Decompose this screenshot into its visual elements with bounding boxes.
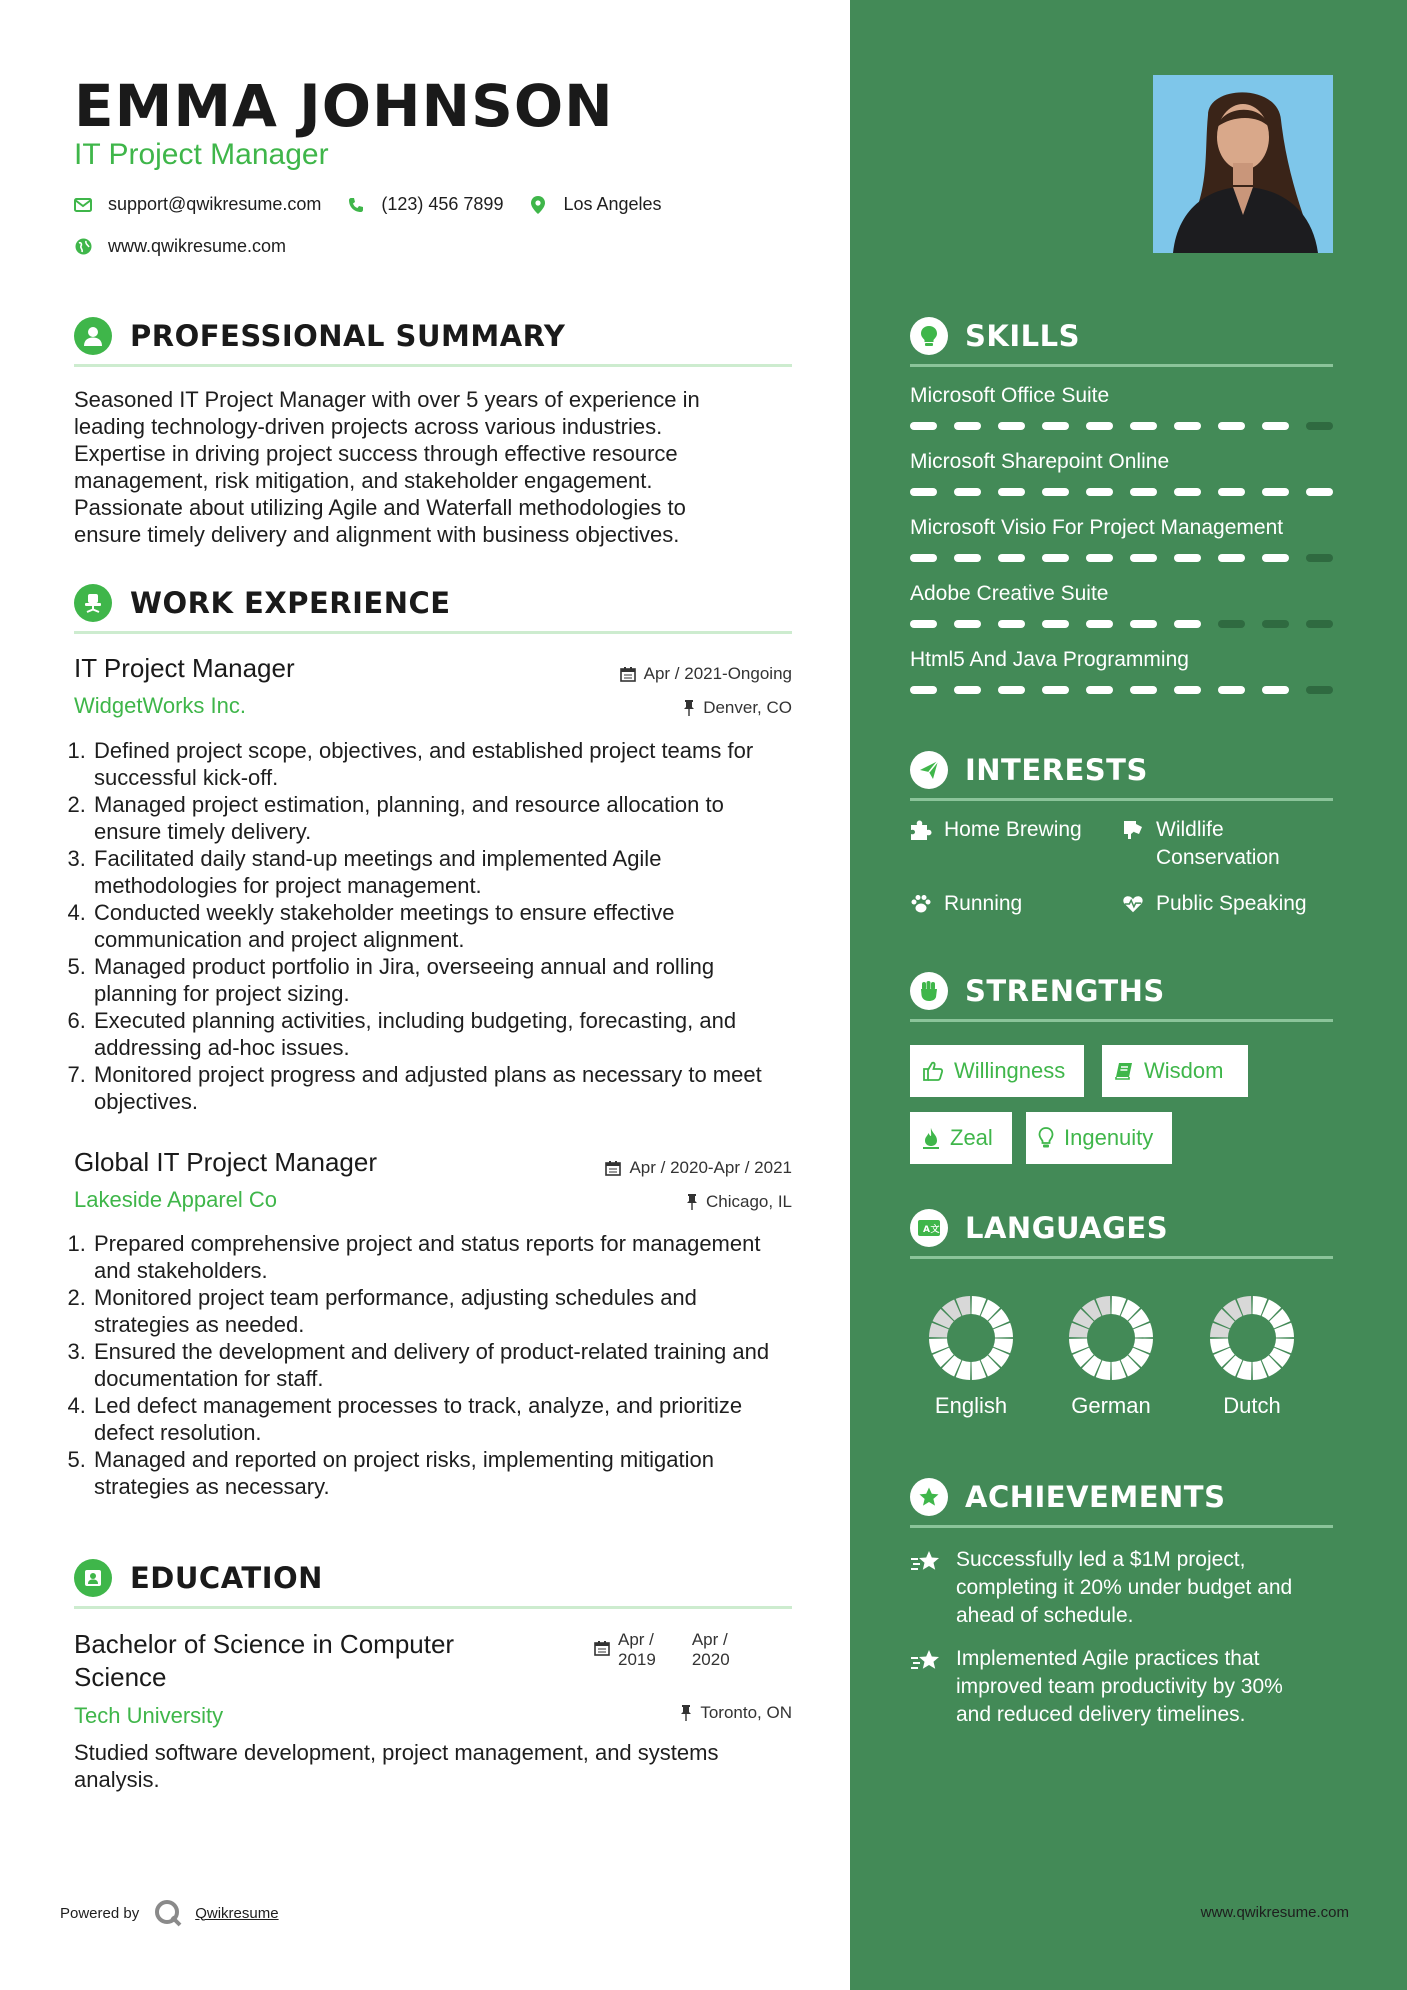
interest-label: Running [944, 892, 1023, 915]
interest-label: Home Brewing [944, 818, 1082, 841]
star-burst-icon [910, 1546, 944, 1630]
skill-level-dash [1130, 554, 1157, 562]
job-duties [74, 737, 794, 1115]
job-dates-text: Apr / 2021-Ongoing [643, 664, 792, 683]
strengths-heading-text: STRENGTHS [965, 974, 1165, 1008]
skill-level-dash [1306, 686, 1333, 694]
achievement-text [956, 1546, 1292, 1630]
duty-item: 7. Monitored project progress and adjusted plans as necessary to meet objectives. [92, 1061, 794, 1115]
skill-name: Microsoft Sharepoint Online [910, 450, 1170, 473]
fist-icon [910, 972, 948, 1010]
skill-level-bar [910, 488, 1333, 496]
summary-line: management, risk mitigation, and stakeholder engagement. [74, 468, 653, 493]
pin-icon [683, 700, 695, 716]
interest-item [1122, 890, 1307, 918]
achievements-heading-text: ACHIEVEMENTS [965, 1480, 1226, 1514]
skill-name: Microsoft Visio For Project Management [910, 516, 1284, 539]
interest-label-line: Conservation [1156, 846, 1280, 869]
strengths-heading [910, 972, 1333, 1022]
duty-item: 3. Ensured the development and delivery of product-related training and documentation for staff. [92, 1338, 794, 1392]
job-company: Lakeside Apparel Co [74, 1187, 278, 1212]
skill-level-dash [1042, 686, 1069, 694]
skill-level-dash [1042, 554, 1069, 562]
date-line: 2019 [618, 1650, 656, 1669]
strength-label: Willingness [954, 1058, 1066, 1083]
duty-item: 2. Monitored project team performance, adjusting schedules and strategies as needed. [92, 1284, 794, 1338]
skill-level-dash [1086, 620, 1113, 628]
skill-level-dash [1174, 686, 1201, 694]
skill-level-dash [1262, 620, 1289, 628]
skill-level-dash [1086, 554, 1113, 562]
skill-level-dash [1042, 422, 1069, 430]
skill-level-dash [1218, 488, 1245, 496]
summary-heading-text: PROFESSIONAL SUMMARY [130, 319, 566, 353]
phone-icon [347, 196, 365, 214]
skill-level-dash [998, 488, 1025, 496]
skill-level-dash [1262, 488, 1289, 496]
skill-level-dash [910, 554, 937, 562]
duty-item: 4. Conducted weekly stakeholder meetings to ensure effective communication and project alignment. [92, 899, 794, 953]
education-location [680, 1703, 792, 1723]
job-company: WidgetWorks Inc. [74, 693, 246, 718]
interest-label [1156, 816, 1280, 872]
skill-level-dash [1306, 554, 1333, 562]
achievements-heading [910, 1478, 1333, 1528]
skill-level-dash [910, 422, 937, 430]
interests-heading [910, 751, 1333, 801]
interest-label: Public Speaking [1156, 892, 1307, 915]
achievement-item [910, 1645, 1340, 1729]
skill-item [910, 516, 1333, 562]
skill-level-dash [1130, 488, 1157, 496]
achievement-line: ahead of schedule. [956, 1604, 1134, 1627]
duty-item: 5. Managed and reported on project risks, implementing mitigation strategies as necessary. [92, 1446, 794, 1500]
envelope-icon [74, 196, 92, 214]
summary-text [74, 386, 774, 548]
language-item [1056, 1293, 1166, 1419]
skill-level-dash [1174, 620, 1201, 628]
skill-level-dash [1262, 686, 1289, 694]
summary-line: Expertise in driving project success through effective resource [74, 441, 678, 466]
brand-link[interactable]: Qwikresume [195, 1904, 279, 1922]
skill-level-bar [910, 554, 1333, 562]
pin-icon [680, 1705, 692, 1721]
book-icon [1114, 1061, 1134, 1081]
location-text: Los Angeles [563, 194, 662, 214]
powered-by-text: Powered by [60, 1904, 140, 1922]
skill-level-dash [1306, 620, 1333, 628]
education-desc-line: analysis. [74, 1767, 160, 1792]
strength-label: Ingenuity [1064, 1125, 1154, 1150]
job-dates-text: Apr / 2020-Apr / 2021 [629, 1158, 792, 1177]
skill-level-dash [1174, 488, 1201, 496]
contact-row [74, 194, 662, 215]
skill-level-dash [998, 620, 1025, 628]
degree-title [74, 1628, 454, 1694]
skill-item [910, 648, 1333, 694]
job-title: Global IT Project Manager [74, 1147, 377, 1177]
skill-level-bar [910, 686, 1333, 694]
interest-label-line: Wildlife [1156, 818, 1224, 841]
heartbeat-icon [1122, 890, 1144, 914]
star-burst-icon [910, 1645, 944, 1729]
summary-line: ensure timely delivery and alignment with business objectives. [74, 522, 680, 547]
education-start [618, 1630, 656, 1670]
language-level-ring [926, 1293, 1016, 1383]
job-location [683, 698, 792, 718]
skill-level-dash [1218, 686, 1245, 694]
calendar-icon [620, 666, 636, 682]
paw-icon [910, 890, 932, 914]
achievement-line: Implemented Agile practices that [956, 1647, 1260, 1670]
user-icon [74, 317, 112, 355]
office-chair-icon [74, 584, 112, 622]
interest-item [910, 890, 1022, 918]
skill-level-dash [954, 620, 981, 628]
achievement-item [910, 1546, 1340, 1630]
skill-level-dash [1218, 620, 1245, 628]
experience-heading [74, 584, 792, 634]
fire-icon [922, 1127, 940, 1149]
strength-badge [1026, 1112, 1172, 1164]
skill-level-dash [1042, 620, 1069, 628]
qwikresume-logo-icon [153, 1898, 183, 1928]
language-item [916, 1293, 1026, 1419]
education-heading [74, 1559, 792, 1609]
achievement-line: improved team productivity by 30% [956, 1675, 1283, 1698]
skill-level-dash [1262, 554, 1289, 562]
skill-level-dash [1086, 422, 1113, 430]
experience-heading-text: WORK EXPERIENCE [130, 586, 451, 620]
education-heading-text: EDUCATION [130, 1561, 323, 1595]
lightbulb-icon [910, 317, 948, 355]
skill-name: Adobe Creative Suite [910, 582, 1109, 605]
skill-item [910, 450, 1333, 496]
job-title: IT Project Manager [74, 653, 295, 683]
date-line: Apr / [691, 1630, 728, 1649]
map-marker-icon [529, 196, 547, 214]
skill-level-dash [954, 488, 981, 496]
strength-badge [910, 1112, 1012, 1164]
strength-badge [1102, 1045, 1248, 1097]
website-row [74, 236, 286, 257]
lightbulb-outline-icon [1038, 1127, 1054, 1149]
language-level-ring [1066, 1293, 1156, 1383]
duty-item: 4. Led defect management processes to track, analyze, and prioritize defect resolution. [92, 1392, 794, 1446]
skill-level-bar [910, 422, 1333, 430]
skill-level-dash [954, 554, 981, 562]
skills-heading-text: SKILLS [965, 319, 1080, 353]
strength-label: Wisdom [1144, 1058, 1224, 1083]
powered-by [60, 1898, 279, 1928]
svg-text:A: A [923, 1225, 930, 1235]
skill-level-dash [1306, 422, 1333, 430]
education-dates [594, 1630, 730, 1670]
skill-level-bar [910, 620, 1333, 628]
language-level-ring [1207, 1293, 1297, 1383]
achievement-line: Successfully led a $1M project, [956, 1548, 1246, 1571]
degree-line: Bachelor of Science in Computer [74, 1629, 455, 1659]
skill-level-dash [1262, 422, 1289, 430]
calendar-icon [605, 1160, 621, 1176]
date-line: Apr / [618, 1630, 654, 1649]
skill-level-dash [1306, 488, 1333, 496]
duty-item: 6. Executed planning activities, including budgeting, forecasting, and addressing ad-hoc issues. [92, 1007, 794, 1061]
skill-name: Html5 And Java Programming [910, 648, 1189, 671]
skill-level-dash [1086, 686, 1113, 694]
job-location-text: Denver, CO [703, 698, 792, 717]
skill-level-dash [1042, 488, 1069, 496]
duty-item: 1. Prepared comprehensive project and status reports for management and stakeholders. [92, 1230, 794, 1284]
skill-level-dash [1130, 620, 1157, 628]
calendar-icon [594, 1630, 610, 1670]
interest-item [1122, 816, 1280, 872]
job-dates [620, 664, 792, 684]
date-line: 2020 [691, 1650, 730, 1669]
strength-label: Zeal [950, 1125, 993, 1150]
skill-level-dash [1130, 686, 1157, 694]
skill-level-dash [998, 554, 1025, 562]
job-dates [605, 1158, 792, 1178]
job-location-text: Chicago, IL [706, 1192, 792, 1211]
language-name: German [1071, 1393, 1151, 1418]
skill-level-dash [1130, 422, 1157, 430]
globe-icon [74, 238, 92, 256]
skill-level-dash [998, 422, 1025, 430]
strength-badge [910, 1045, 1084, 1097]
summary-line: leading technology-driven projects across various industries. [74, 414, 663, 439]
skill-level-dash [1174, 422, 1201, 430]
skill-level-dash [1218, 422, 1245, 430]
achievement-text [956, 1645, 1283, 1729]
skill-level-dash [910, 686, 937, 694]
job-location [686, 1192, 792, 1212]
candidate-name: EMMA JOHNSON [74, 72, 614, 140]
skill-name: Microsoft Office Suite [910, 384, 1110, 407]
duty-item: 3. Facilitated daily stand-up meetings and implemented Agile methodologies for project management. [92, 845, 794, 899]
paper-plane-icon [910, 751, 948, 789]
graduate-icon [74, 1559, 112, 1597]
duty-item: 5. Managed product portfolio in Jira, overseeing annual and rolling planning for project sizing. [92, 953, 794, 1007]
education-description [74, 1739, 814, 1793]
profile-photo [1153, 75, 1333, 253]
skill-level-dash [1218, 554, 1245, 562]
star-icon [910, 1478, 948, 1516]
achievement-line: and reduced delivery timelines. [956, 1703, 1246, 1726]
skill-item [910, 582, 1333, 628]
candidate-title: IT Project Manager [74, 138, 329, 171]
skill-level-dash [954, 422, 981, 430]
skill-level-dash [998, 686, 1025, 694]
summary-line: Passionate about utilizing Agile and Waterfall methodologies to [74, 495, 686, 520]
interests-heading-text: INTERESTS [965, 753, 1148, 787]
education-location-text: Toronto, ON [700, 1703, 792, 1722]
summary-line: Seasoned IT Project Manager with over 5 years of experience in [74, 387, 700, 412]
phone-number[interactable]: (123) 456 7899 [381, 194, 504, 214]
tree-icon [1122, 816, 1144, 840]
duty-item: 2. Managed project estimation, planning, and resource allocation to ensure timely delivery. [92, 791, 794, 845]
puzzle-icon [910, 816, 932, 840]
skill-level-dash [954, 686, 981, 694]
school-name: Tech University [74, 1703, 224, 1728]
thumbs-up-icon [922, 1061, 944, 1081]
svg-text:文: 文 [930, 1225, 940, 1235]
interest-item [910, 816, 1082, 844]
skill-level-dash [910, 620, 937, 628]
website-link[interactable]: www.qwikresume.com [108, 236, 287, 256]
pin-icon [686, 1194, 698, 1210]
duty-item: 1. Defined project scope, objectives, and established project teams for successful kick-off. [92, 737, 794, 791]
languages-heading [910, 1209, 1333, 1259]
summary-heading [74, 317, 792, 367]
education-end [692, 1630, 730, 1670]
email-link[interactable]: support@qwikresume.com [108, 194, 322, 214]
education-desc-line: Studied software development, project management, and systems [74, 1740, 719, 1765]
language-name: English [934, 1393, 1008, 1418]
language-name: Dutch [1223, 1393, 1281, 1418]
job-duties [74, 1230, 794, 1500]
skill-item [910, 384, 1333, 430]
degree-line: Science [74, 1662, 167, 1692]
skill-level-dash [1086, 488, 1113, 496]
footer-site-link[interactable]: www.qwikresume.com [1200, 1904, 1349, 1921]
achievement-line: completing it 20% under budget and [956, 1576, 1293, 1599]
languages-heading-text: LANGUAGES [965, 1211, 1169, 1245]
skill-level-dash [910, 488, 937, 496]
skill-level-dash [1174, 554, 1201, 562]
translate-icon [910, 1209, 948, 1247]
skills-heading [910, 317, 1333, 367]
language-item [1197, 1293, 1307, 1419]
